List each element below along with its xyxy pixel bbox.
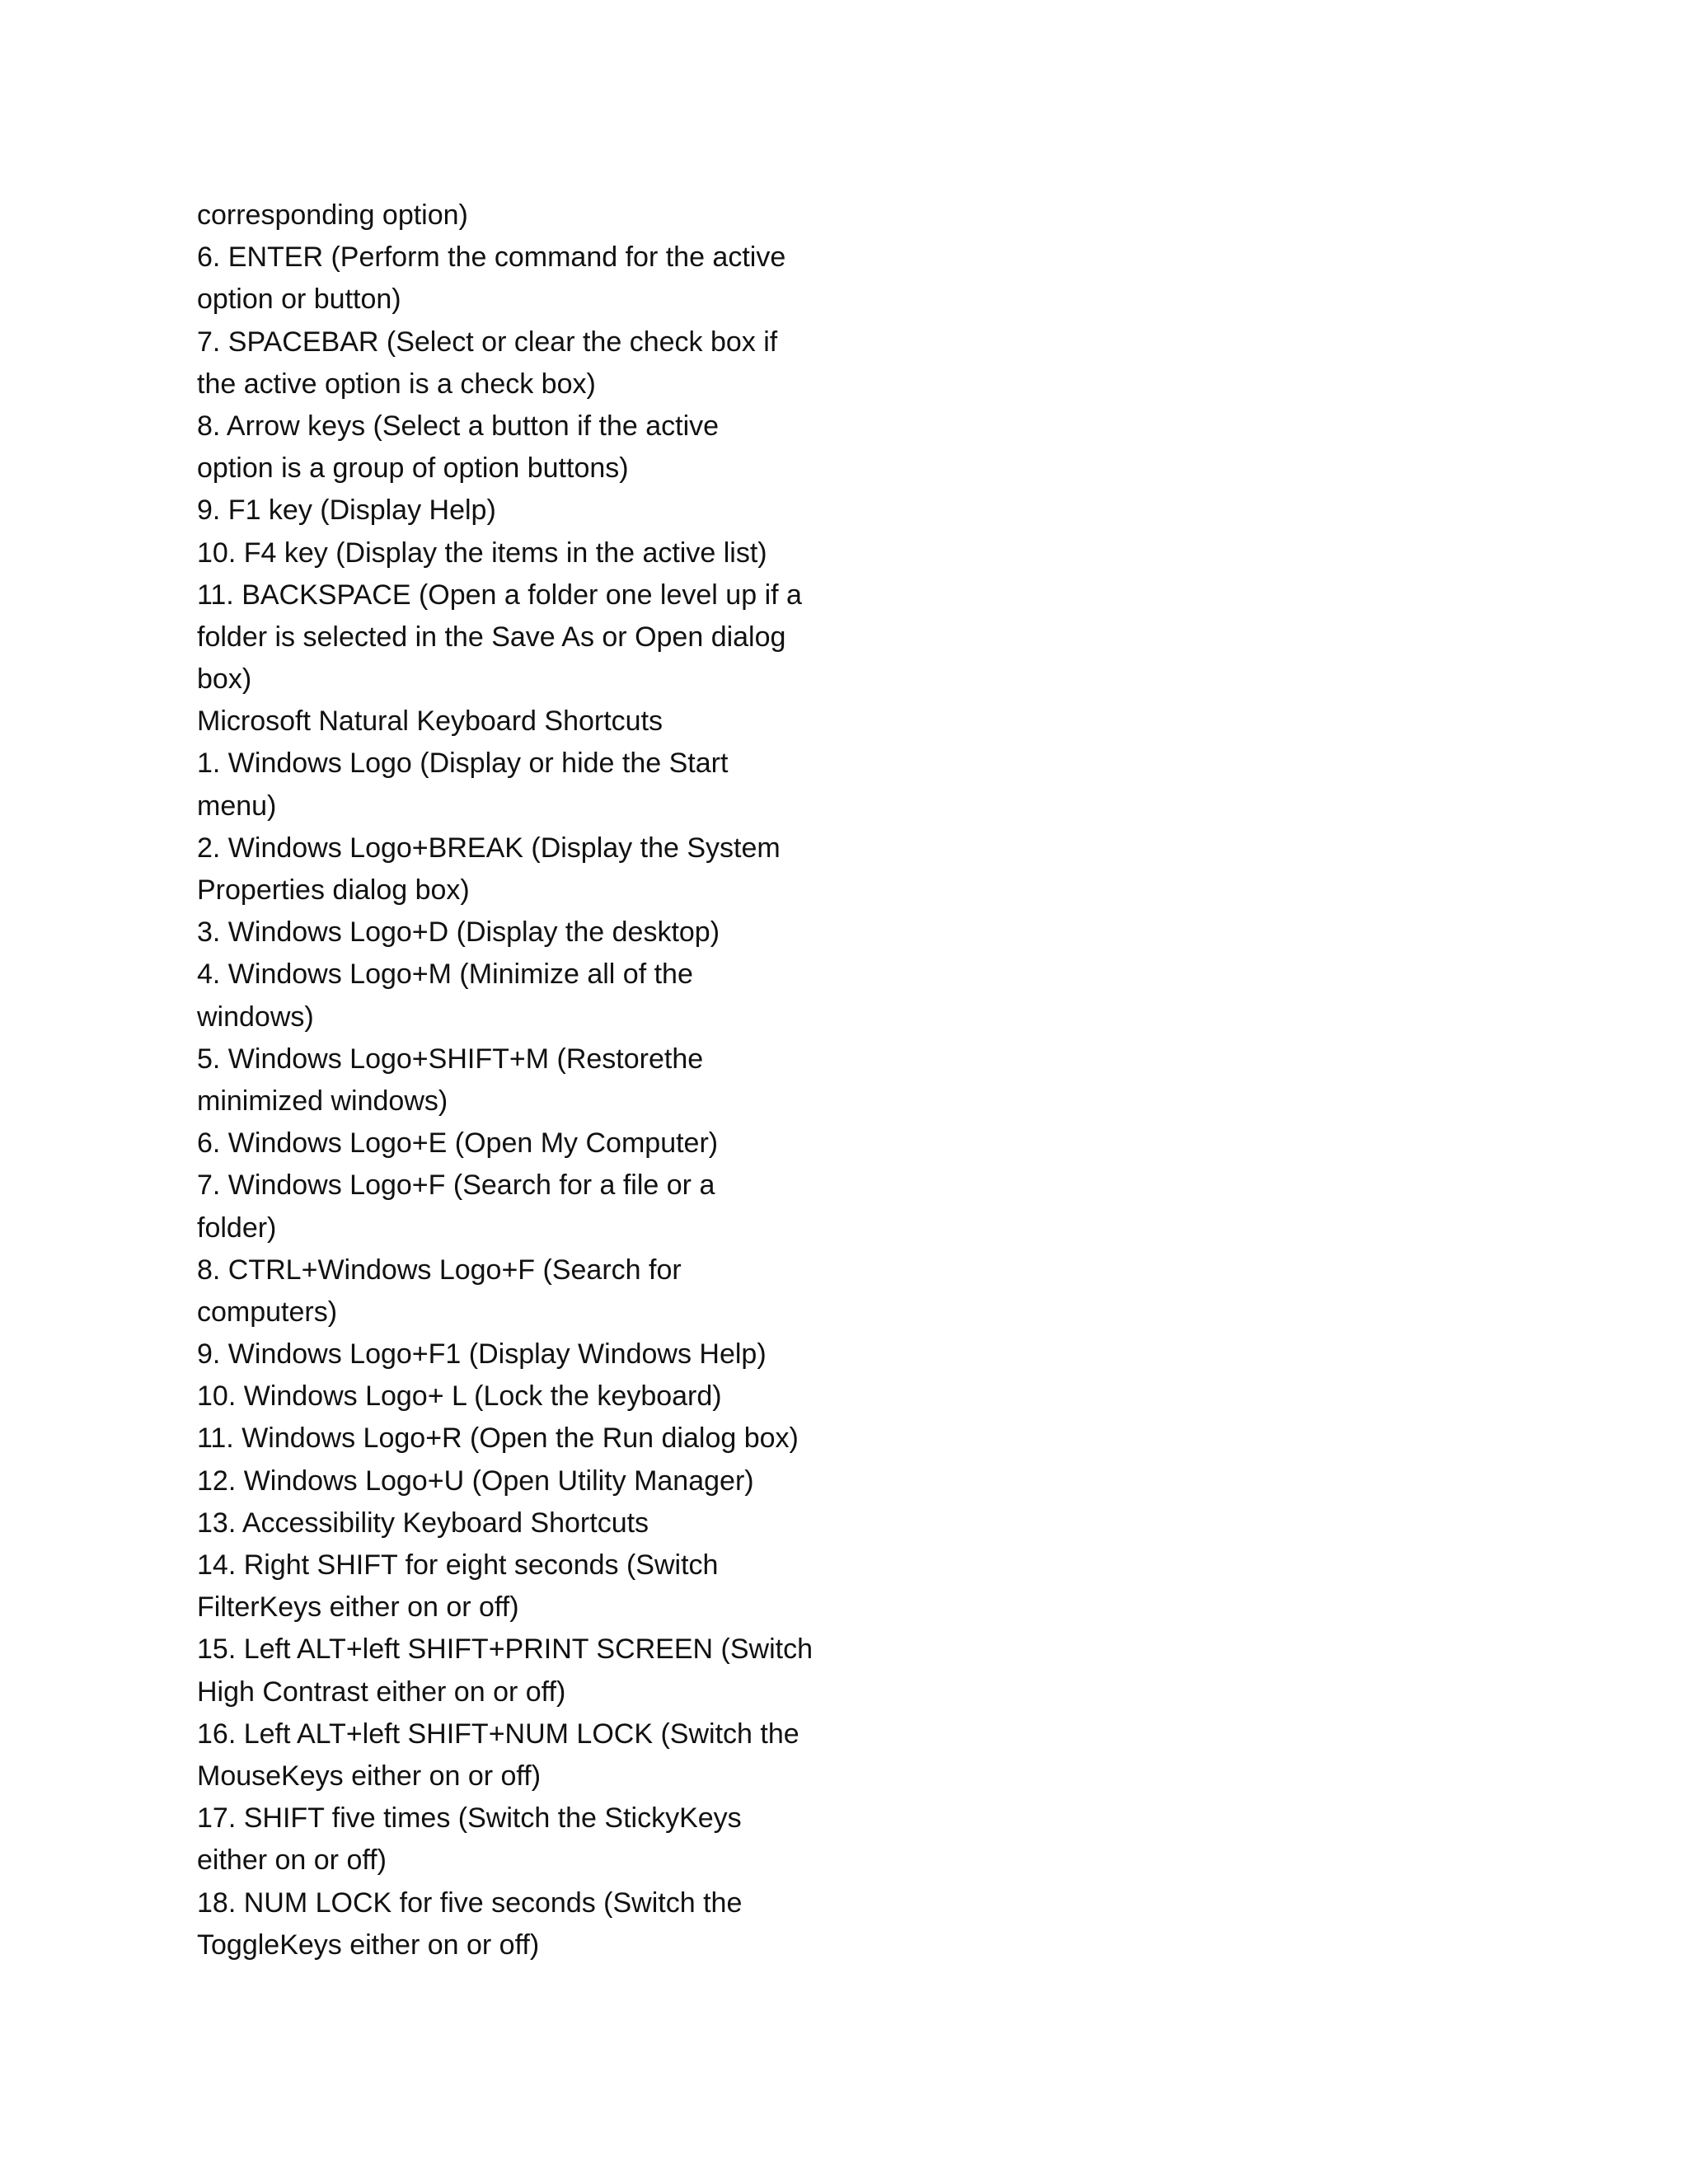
text-line: MouseKeys either on or off) [197,1760,542,1792]
text-line: 11. Windows Logo+R (Open the Run dialog box) [197,1422,799,1455]
document-text-block [197,194,823,1966]
text-line: 8. Arrow keys (Select a button if the active [197,410,720,442]
text-line: 3. Windows Logo+D (Display the desktop) [197,916,720,949]
text-line: 4. Windows Logo+M (Minimize all of the [197,958,693,991]
text-line: folder is selected in the Save As or Open dialog [197,621,786,653]
text-line: 10. Windows Logo+ L (Lock the keyboard) [197,1380,722,1413]
text-line: Properties dialog box) [197,874,470,906]
text-line: 9. F1 key (Display Help) [197,494,496,527]
text-line: 6. ENTER (Perform the command for the active [197,241,786,274]
text-line: windows) [197,1001,314,1033]
text-line: 13. Accessibility Keyboard Shortcuts [197,1507,649,1539]
text-line: 6. Windows Logo+E (Open My Computer) [197,1127,719,1160]
text-line: option is a group of option buttons) [197,452,629,485]
text-line: minimized windows) [197,1085,448,1117]
text-line: 14. Right SHIFT for eight seconds (Switch [197,1549,719,1581]
text-line: 2. Windows Logo+BREAK (Display the System [197,832,781,864]
text-line: 17. SHIFT five times (Switch the StickyKeys [197,1802,742,1835]
text-line: corresponding option) [197,199,468,231]
text-line: 9. Windows Logo+F1 (Display Windows Help) [197,1338,767,1371]
text-line: Microsoft Natural Keyboard Shortcuts [197,705,663,738]
text-line: 7. Windows Logo+F (Search for a file or a [197,1169,715,1202]
text-line: 1. Windows Logo (Display or hide the Start [197,748,729,780]
text-line: FilterKeys either on or off) [197,1591,519,1624]
text-line: box) [197,663,252,696]
text-line: folder) [197,1212,277,1244]
text-line: 11. BACKSPACE (Open a folder one level up if a [197,579,802,611]
text-line: the active option is a check box) [197,368,596,400]
text-line: computers) [197,1296,338,1328]
text-line: 16. Left ALT+left SHIFT+NUM LOCK (Switch the [197,1718,799,1750]
text-line: option or button) [197,284,401,316]
text-line: 15. Left ALT+left SHIFT+PRINT SCREEN (Switch [197,1633,813,1666]
text-line: 18. NUM LOCK for five seconds (Switch the [197,1886,743,1919]
text-line: ToggleKeys either on or off) [197,1929,540,1961]
text-line: 8. CTRL+Windows Logo+F (Search for [197,1254,682,1286]
text-line: 10. F4 key (Display the items in the active list) [197,537,767,569]
text-line: menu) [197,790,277,822]
text-line: 7. SPACEBAR (Select or clear the check box if [197,326,778,358]
text-line: 5. Windows Logo+SHIFT+M (Restorethe [197,1043,704,1075]
text-line: 12. Windows Logo+U (Open Utility Manager) [197,1465,754,1497]
text-line: High Contrast either on or off) [197,1675,566,1708]
text-line: either on or off) [197,1844,387,1877]
